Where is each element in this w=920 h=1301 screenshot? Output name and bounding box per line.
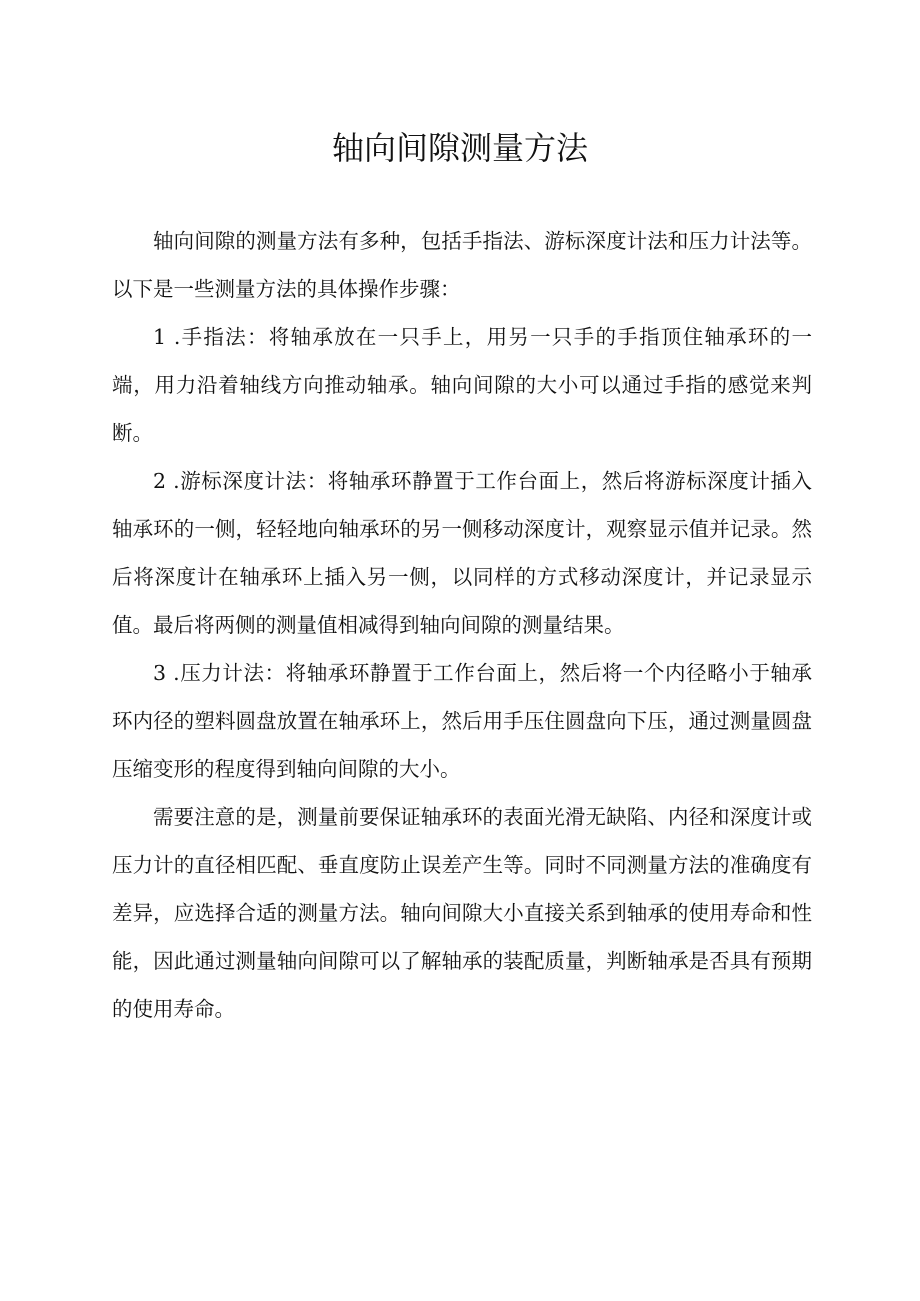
paragraph-notes: 需要注意的是，测量前要保证轴承环的表面光滑无缺陷、内径和深度计或压力计的直径相匹配、垂直度防止误差产生等。同时不同测量方法的准确度有差异，应选择合适的测量方法。轴向间隙大小直接关系到轴承的使用寿命和性能，因此通过测量轴向间隙可以了解轴承的装配质量，判断轴承是否具有预期的使用寿命。 xyxy=(112,805,812,1021)
document-body xyxy=(112,217,812,1033)
paragraph-depth-gauge-method: 2 .游标深度计法：将轴承环静置于工作台面上，然后将游标深度计插入轴承环的一侧，轻轻地向轴承环的另一侧移动深度计，观察显示值并记录。然后将深度计在轴承环上插入另一侧，以同样的方式移动深度计，并记录显示值。最后将两侧的测量值相减得到轴向间隙的测量结果。 xyxy=(112,469,812,637)
paragraph-finger-method: 1 .手指法：将轴承放在一只手上，用另一只手的手指顶住轴承环的一端，用力沿着轴线方向推动轴承。轴向间隙的大小可以通过手指的感觉来判断。 xyxy=(112,325,812,445)
document-title: 轴向间隙测量方法 xyxy=(331,129,588,167)
paragraph-intro: 轴向间隙的测量方法有多种，包括手指法、游标深度计法和压力计法等。以下是一些测量方法的具体操作步骤： xyxy=(112,229,812,301)
paragraph-pressure-gauge-method: 3 .压力计法：将轴承环静置于工作台面上，然后将一个内径略小于轴承环内径的塑料圆盘放置在轴承环上，然后用手压住圆盘向下压，通过测量圆盘压缩变形的程度得到轴向间隙的大小。 xyxy=(112,661,812,781)
